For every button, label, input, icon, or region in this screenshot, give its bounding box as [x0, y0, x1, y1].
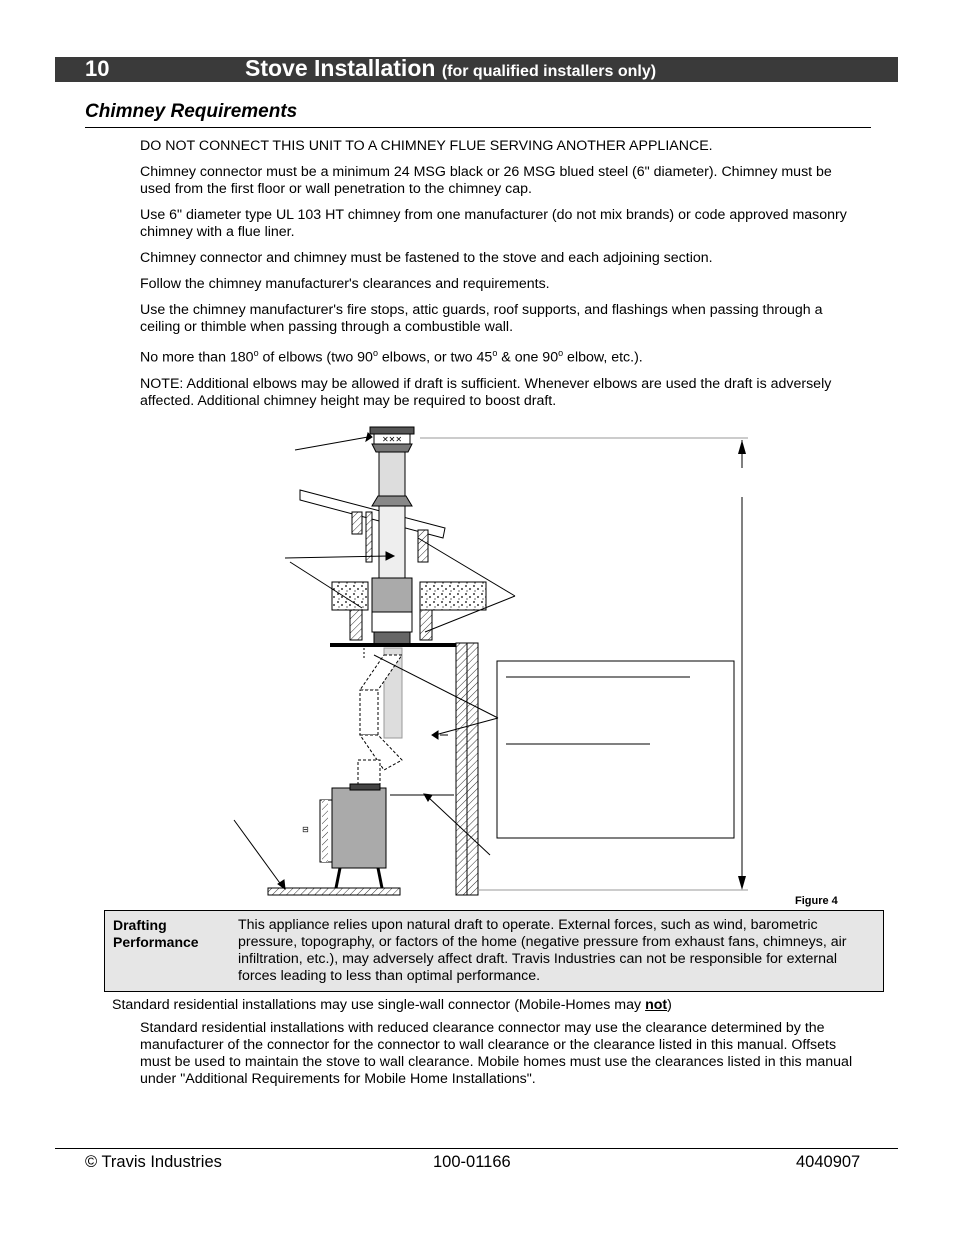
- degree-mark: o: [372, 348, 378, 358]
- diagram-label-box: [497, 661, 734, 838]
- attic-radiation-shield: [372, 578, 412, 612]
- floor-protector: [268, 888, 400, 895]
- requirements-body: [140, 138, 855, 419]
- elbow-limit-paragraph: [140, 345, 855, 367]
- elbow-text: elbows, or two 45: [377, 349, 493, 366]
- ceiling-support: [372, 612, 412, 632]
- requirement-paragraph: Use 6" diameter type UL 103 HT chimney from one manufacturer (do not mix brands) or code approved masonry chimney with a flue liner.: [140, 207, 847, 240]
- elbow-text: of elbows (two 90: [258, 349, 373, 366]
- svg-text:✕✕✕: ✕✕✕: [381, 435, 403, 444]
- emphasis-not: not: [645, 997, 668, 1013]
- roof: [300, 490, 445, 562]
- footer-revision: 4040907: [796, 1153, 861, 1171]
- note-paragraph: NOTE: Additional elbows may be allowed if draft is sufficient. Whenever elbows are used the draft is adversely affected. Additional chimney height may be required to boost draft.: [140, 375, 832, 409]
- requirement-paragraph: Use the chimney manufacturer's fire stops, attic guards, roof supports, and flashings when passing through a ceiling or thimble when passing through a combustible wall.: [140, 302, 823, 335]
- heading-rule: [85, 127, 871, 128]
- requirement-paragraph: DO NOT CONNECT THIS UNIT TO A CHIMNEY FLUE SERVING ANOTHER APPLIANCE.: [140, 138, 713, 154]
- chimney-pipe: [379, 452, 405, 496]
- callout-label: Drafting Performance: [113, 917, 199, 950]
- section-title: [245, 55, 656, 85]
- section-title-subtitle: (for qualified installers only): [441, 63, 657, 80]
- callout-text: This appliance relies upon natural draft to operate. External forces, such as wind, barometric pressure, topography, or factors of the home (negative pressure from exhaust fans, chimneys, air infiltration, etc.), may adversely affect draft. Travis Industries can not be responsible for external forces leading to less than optimal performance.: [238, 917, 847, 984]
- requirement-paragraph: Chimney connector must be a minimum 24 MSG black or 26 MSG blued steel (6" diameter). Chimney must be used from the first floor or wall penetration to the chimney cap.: [140, 164, 832, 197]
- footer-copyright: © Travis Industries: [85, 1153, 222, 1171]
- drafting-performance-callout: [104, 910, 884, 992]
- ceiling-joist: [420, 610, 432, 640]
- ceiling-support-box: [374, 632, 410, 644]
- storm-collar: [372, 496, 412, 506]
- chimney-requirements-heading: Chimney Requirements: [85, 101, 298, 122]
- reduced-clearance-paragraph: Standard residential installations with reduced clearance connector may use the clearance determined by the manufacturer of the connector for the connector to wall clearance or the clearance listed in this manual. Offsets must be used to maintain the stove to wall clearance. Mobile homes must use the clearances listed in this manual under "Additional Requirements for Mobile Home Installations".: [140, 1020, 853, 1087]
- ceiling-insulation: [420, 582, 486, 610]
- wood-stove: [302, 784, 386, 888]
- chimney-cap: [370, 427, 414, 452]
- degree-mark: o: [492, 348, 498, 358]
- footer-doc-number: 100-01166: [433, 1153, 511, 1171]
- footer-rule: [55, 1148, 898, 1149]
- note-text: Standard residential installations may use single-wall connector (Mobile-Homes may: [112, 997, 646, 1013]
- ceiling-insulation: [332, 582, 368, 610]
- degree-mark: o: [558, 348, 564, 358]
- figure-label: Figure 4: [795, 895, 838, 907]
- single-wall-connector-note: [112, 997, 672, 1013]
- page-number: 10: [85, 56, 110, 81]
- elbow-text: elbow, etc.).: [563, 349, 643, 366]
- chimney-installation-diagram: [220, 420, 760, 900]
- section-title-main: Stove Installation: [245, 55, 436, 81]
- attic-chimney-section: [379, 506, 405, 578]
- ceiling-joist: [350, 610, 362, 640]
- note-text: ): [667, 997, 672, 1013]
- combustible-wall: [456, 643, 478, 895]
- elbow-text: & one 90: [497, 349, 559, 366]
- degree-mark: o: [253, 348, 259, 358]
- requirement-paragraph: Follow the chimney manufacturer's clearances and requirements.: [140, 276, 550, 292]
- elbow-text: No more than 180: [140, 349, 254, 366]
- requirement-paragraph: Chimney connector and chimney must be fastened to the stove and each adjoining section.: [140, 250, 713, 266]
- svg-text:⊟: ⊟: [302, 825, 309, 834]
